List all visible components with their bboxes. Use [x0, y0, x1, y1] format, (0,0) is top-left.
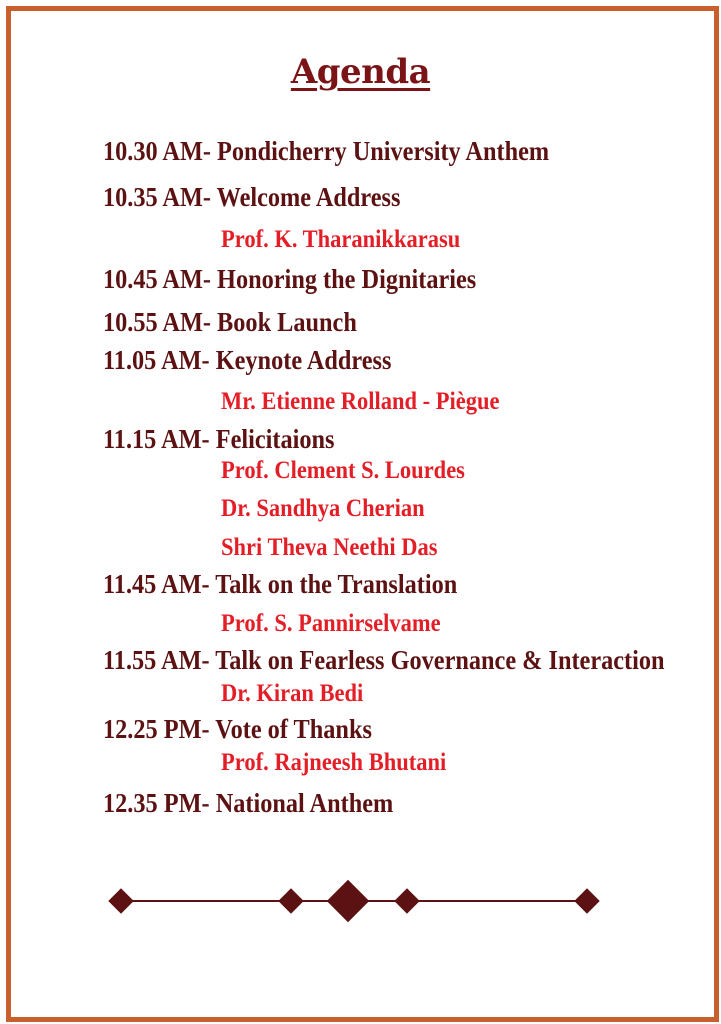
speaker-felicitation-3: Shri Theva Neethi Das	[221, 534, 438, 561]
agenda-item-national-anthem: 12.35 PM- National Anthem	[103, 788, 394, 818]
agenda-item-keynote: 11.05 AM- Keynote Address	[103, 345, 392, 375]
agenda-item-anthem: 10.30 AM- Pondicherry University Anthem	[103, 136, 550, 166]
agenda-item-book-launch: 10.55 AM- Book Launch	[103, 307, 357, 337]
speaker-governance-talk: Dr. Kiran Bedi	[221, 680, 364, 707]
speaker-vote-of-thanks: Prof. Rajneesh Bhutani	[221, 749, 447, 776]
agenda-item-vote-of-thanks: 12.25 PM- Vote of Thanks	[103, 714, 372, 744]
ornament-diamond-left	[108, 888, 133, 913]
ornament-divider	[0, 870, 721, 930]
ornament-diamond-center	[327, 880, 369, 922]
speaker-translation-talk: Prof. S. Pannirselvame	[221, 610, 441, 637]
agenda-item-governance-talk: 11.55 AM- Talk on Fearless Governance & Interaction	[103, 645, 665, 675]
agenda-item-honoring: 10.45 AM- Honoring the Dignitaries	[103, 264, 477, 294]
agenda-item-welcome: 10.35 AM- Welcome Address	[103, 182, 401, 212]
agenda-item-translation-talk: 11.45 AM- Talk on the Translation	[103, 569, 458, 599]
speaker-keynote: Mr. Etienne Rolland - Piègue	[221, 388, 500, 415]
speaker-felicitation-2: Dr. Sandhya Cherian	[221, 495, 425, 522]
title-text: Agenda	[290, 52, 431, 92]
speaker-welcome: Prof. K. Tharanikkarasu	[221, 226, 461, 253]
agenda-item-felicitations: 11.15 AM- Felicitaions	[103, 424, 335, 454]
speaker-felicitation-1: Prof. Clement S. Lourdes	[221, 457, 465, 484]
page-title	[0, 52, 721, 92]
ornament-diamond-mid-right	[394, 888, 419, 913]
ornament-diamond-mid-left	[278, 888, 303, 913]
ornament-diamond-right	[574, 888, 599, 913]
